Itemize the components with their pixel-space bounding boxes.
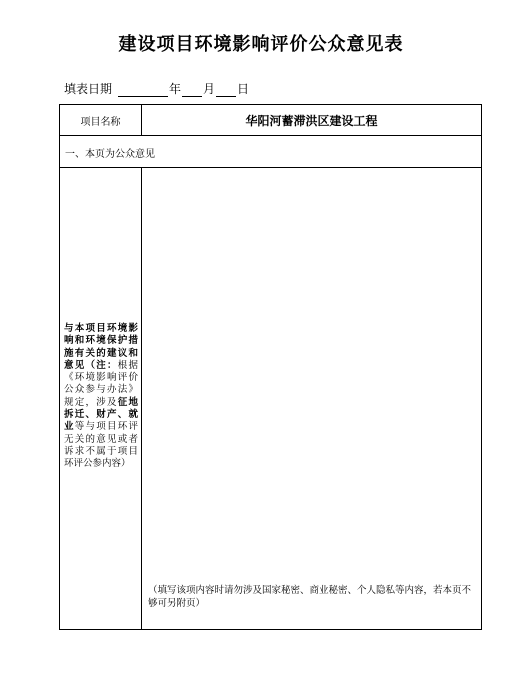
opinion-label: 与本项目环境影响和环境保护措施有关的建议和意见（注：根据《环境影响评价公众参与办法》规定，涉及征地拆迁、财产、就业等与项目环评无关的意见或者诉求不属于项目环评公参内容） — [64, 323, 138, 470]
fill-date-line — [64, 80, 249, 97]
privacy-note: （填写该项内容时请勿涉及国家秘密、商业秘密、个人隐私等内容，若本页不够可另附页） — [148, 585, 472, 609]
fill-date-day-field[interactable] — [216, 84, 236, 97]
opinion-form-table — [59, 104, 482, 630]
fill-date-year-field[interactable] — [118, 84, 168, 97]
section-title: 一、本页为公众意见 — [65, 149, 155, 160]
project-row — [60, 105, 481, 136]
section-row — [60, 136, 481, 168]
project-name-label: 项目名称 — [60, 105, 142, 135]
fill-date-month-field[interactable] — [182, 84, 202, 97]
page-title: 建设项目环境影响评价公众意见表 — [118, 34, 404, 55]
opinion-row — [60, 168, 481, 629]
fill-date-year-unit: 年 — [169, 82, 182, 96]
project-name-value: 华阳河蓄滞洪区建设工程 — [245, 113, 378, 128]
opinion-input-area[interactable] — [142, 168, 481, 579]
fill-date-label: 填表日期 — [64, 82, 113, 96]
fill-date-month-unit: 月 — [203, 82, 216, 96]
opinion-value-cell — [142, 168, 481, 629]
opinion-label-cell — [60, 168, 142, 629]
fill-date-day-unit: 日 — [237, 82, 250, 96]
